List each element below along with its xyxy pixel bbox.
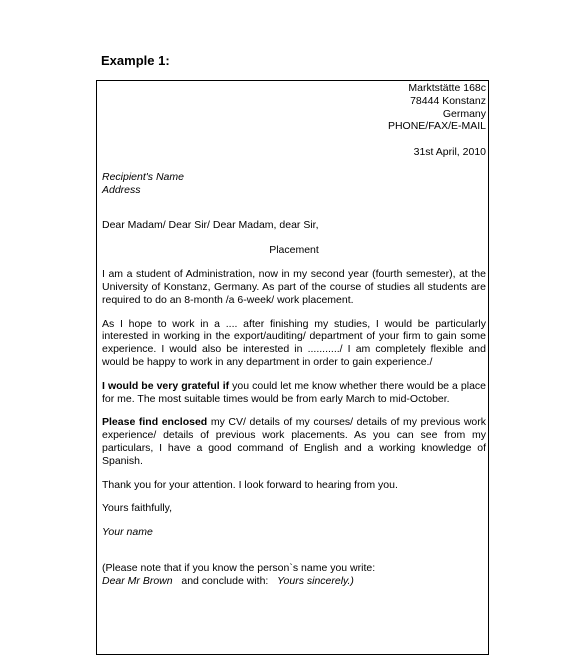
example-heading: Example 1:	[101, 53, 170, 68]
recipient-name: Recipient's Name	[102, 170, 184, 183]
footnote-line	[102, 575, 486, 588]
paragraph-enclosure	[102, 416, 486, 467]
recipient-address: Address	[102, 183, 141, 196]
address-line: 78444 Konstanz	[410, 94, 486, 107]
paragraph-text: you could let me know whether there would be a place for me. The most suitable times would be from early March to mid-October.	[102, 379, 486, 405]
paragraph-text: my CV/ details of my courses/ details of my previous work experience/ details of previous work placements. As you can see from my particulars, I have a good command of English and a working knowledge of Spanish.	[102, 416, 487, 467]
address-line: PHONE/FAX/E-MAIL	[387, 120, 486, 133]
example-salutation: Dear Mr Brown	[102, 574, 173, 587]
signature-name: Your name	[102, 526, 153, 539]
example-closing: Yours sincerely.)	[277, 574, 354, 587]
recipient-block	[102, 171, 486, 197]
paragraph-thanks: Thank you for your attention. I look forward to hearing from you.	[102, 478, 398, 491]
footnote-line: (Please note that if you know the person`s name you write:	[102, 561, 376, 574]
address-line: Marktstätte 168c	[408, 82, 486, 94]
subject-line: Placement	[269, 244, 319, 257]
bold-phrase: I would be very grateful if	[102, 379, 230, 392]
letter-body	[102, 82, 486, 588]
footnote	[102, 562, 486, 588]
bold-phrase: Please find enclosed	[102, 416, 208, 429]
letter-date: 31st April, 2010	[413, 146, 486, 159]
paragraph-request	[102, 380, 486, 406]
paragraph-intro: I am a student of Administration, now in my second year (fourth semester), at the University of Konstanz, Germany. As part of the course of studies all students are required to do an 8-month /a 6-week/ work placement.	[102, 268, 486, 306]
sender-address	[102, 82, 486, 133]
closing: Yours faithfully,	[102, 502, 173, 515]
paragraph-interest: As I hope to work in a .... after finishing my studies, I would be particularly interested in working in the export/auditing/ department of your firm to gain some experience. I would also be interested in .........../ I am completely flexible and would be happy to work in any department in order to gain experience./	[102, 317, 486, 368]
salutation: Dear Madam/ Dear Sir/ Dear Madam, dear Sir,	[102, 218, 319, 231]
footnote-text: and conclude with:	[172, 574, 278, 587]
address-line: Germany	[442, 107, 486, 120]
